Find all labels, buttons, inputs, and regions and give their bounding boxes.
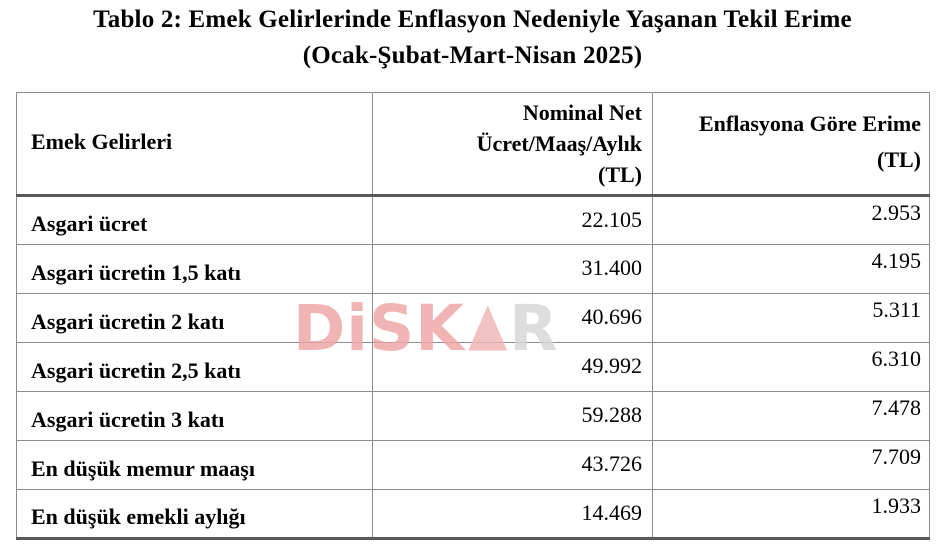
- table-row: [17, 490, 930, 539]
- row-nominal-value: 14.469: [373, 490, 653, 539]
- watermark-text-r: R: [509, 292, 559, 365]
- header-line: (TL): [598, 162, 642, 187]
- header-line: Nominal Net: [522, 100, 642, 125]
- row-erime-value: 7.478: [653, 392, 930, 441]
- row-erime-value: 5.311: [653, 294, 930, 343]
- table-row: [17, 441, 930, 490]
- row-erime-value: 7.709: [653, 441, 930, 490]
- erime-table: [16, 92, 930, 540]
- row-label: Asgari ücretin 1,5 katı: [17, 245, 373, 294]
- header-nominal-net: [373, 93, 653, 196]
- table-row: [17, 196, 930, 245]
- header-line: (TL): [877, 147, 921, 172]
- row-erime-value: 6.310: [653, 343, 930, 392]
- row-label: En düşük emekli aylığı: [17, 490, 373, 539]
- table-title: [0, 2, 945, 74]
- header-row: [17, 93, 930, 196]
- header-enflasyona-gore-erime: [653, 93, 930, 196]
- header-emek-gelirleri: [17, 93, 373, 196]
- table-row: [17, 392, 930, 441]
- row-erime-value: 1.933: [653, 490, 930, 539]
- table-row: [17, 245, 930, 294]
- row-label: Asgari ücret: [17, 196, 373, 245]
- watermark-text-disk: DiSK: [293, 292, 466, 365]
- row-label: Asgari ücretin 2,5 katı: [17, 343, 373, 392]
- row-nominal-value: 40.696: [373, 294, 653, 343]
- table-row: [17, 343, 930, 392]
- row-nominal-value: 59.288: [373, 392, 653, 441]
- table-title-line1: Tablo 2: Emek Gelirlerinde Enflasyon Nedeniyle Yaşanan Tekil Erime: [93, 6, 852, 33]
- row-nominal-value: 31.400: [373, 245, 653, 294]
- table-row: [17, 294, 930, 343]
- row-erime-value: 4.195: [653, 245, 930, 294]
- row-label: Asgari ücretin 3 katı: [17, 392, 373, 441]
- row-nominal-value: 22.105: [373, 196, 653, 245]
- header-line: Emek Gelirleri: [31, 128, 173, 154]
- row-label: Asgari ücretin 2 katı: [17, 294, 373, 343]
- header-line: Ücret/Maaş/Aylık: [476, 131, 642, 156]
- header-line: Enflasyona Göre Erime: [698, 111, 921, 136]
- table-title-line2: (Ocak-Şubat-Mart-Nisan 2025): [302, 42, 643, 69]
- row-nominal-value: 43.726: [373, 441, 653, 490]
- row-erime-value: 2.953: [653, 196, 930, 245]
- row-nominal-value: 49.992: [373, 343, 653, 392]
- row-label: En düşük memur maaşı: [17, 441, 373, 490]
